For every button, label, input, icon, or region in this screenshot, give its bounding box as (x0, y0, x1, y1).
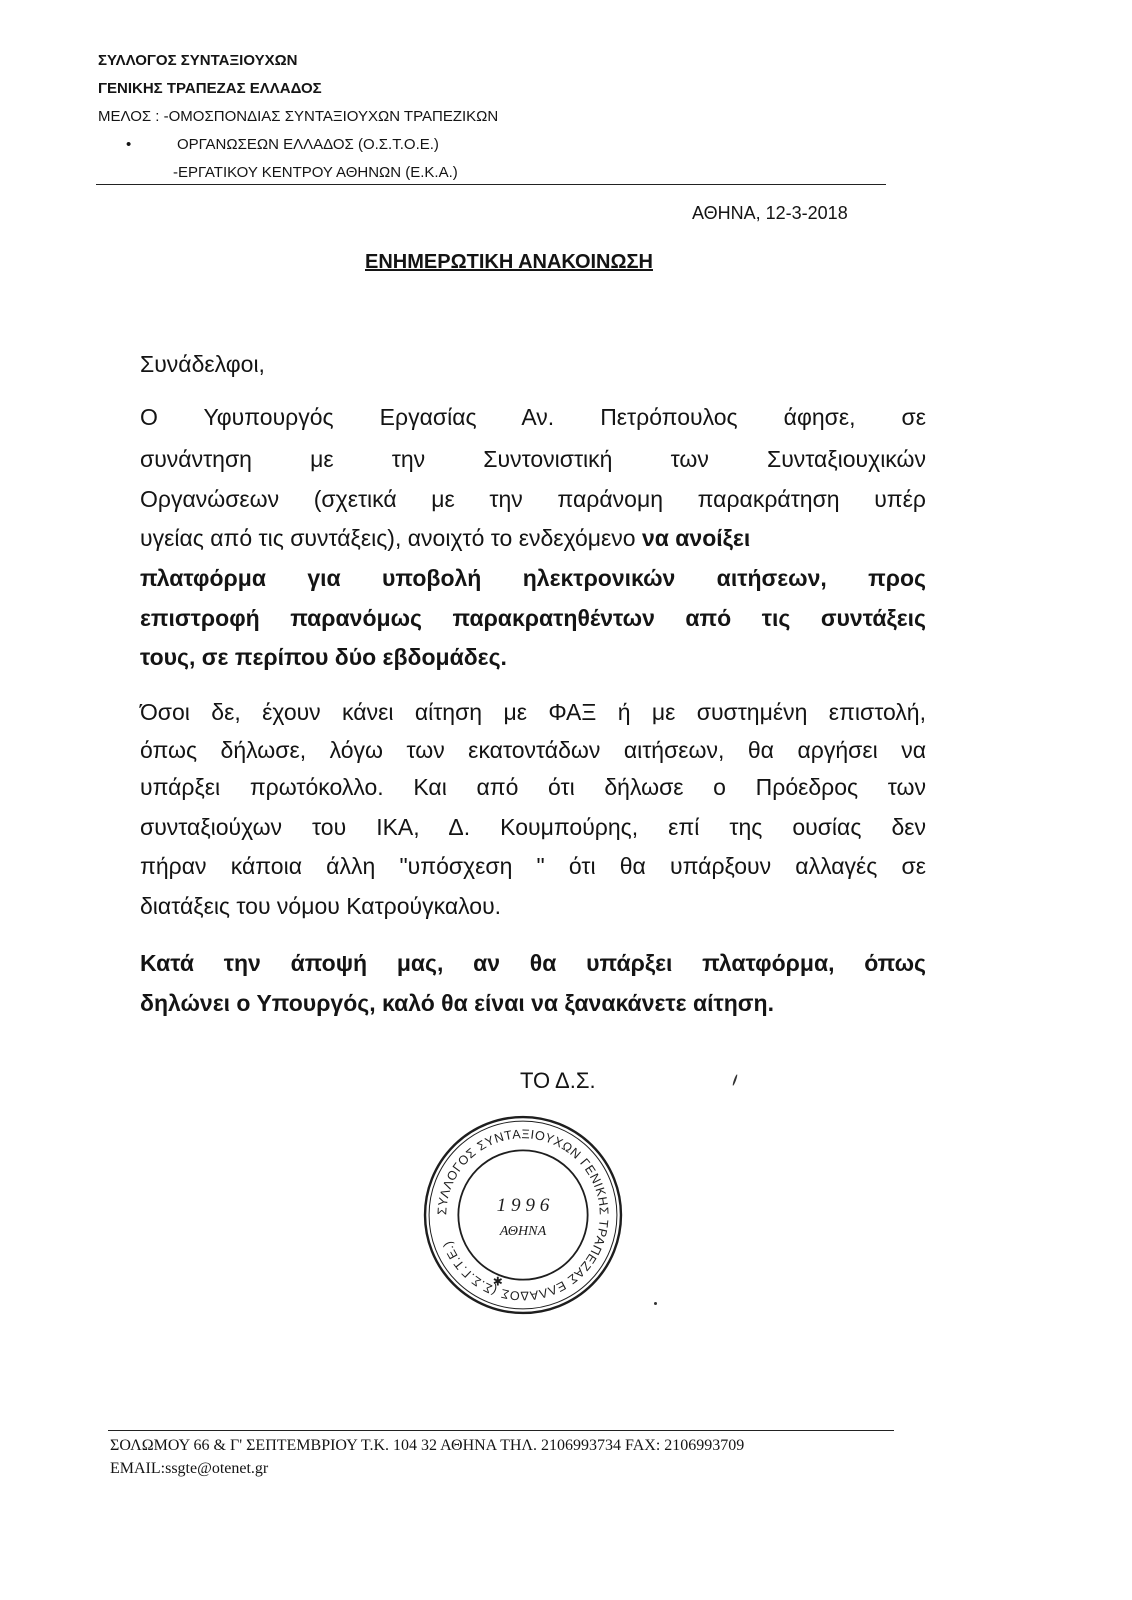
bullet: • (126, 136, 132, 153)
paragraph-1-line-4-regular: υγείας από τις συντάξεις), ανοιχτό το ενδεχόμενο (140, 525, 642, 551)
header-divider (96, 184, 886, 185)
paragraph-3-line-1: Κατά την άποψή μας, αν θα υπάρξει πλατφόρμα, όπως (140, 950, 926, 976)
seal-city: ΑΘΗΝΑ (499, 1223, 547, 1240)
paragraph-2-line-2: όπως δήλωσε, λόγω των εκατοντάδων αιτήσεων, θα αργήσει να (140, 737, 926, 763)
org-name-line-2: ΓΕΝΙΚΗΣ ΤΡΑΠΕΖΑΣ ΕΛΛΑΔΟΣ (98, 80, 322, 97)
footer-email: EMAIL:ssgte@otenet.gr (110, 1460, 269, 1477)
seal-ring-text: ΣΥΛΛΟΓΟΣ ΣΥΝΤΑΞΙΟΥΧΩΝ ΓΕΝΙΚΗΣ ΤΡΑΠΕΖΑΣ ΕΛΛΑΔΟΣ (Σ.Σ.Γ.Τ.Ε.) (435, 1127, 611, 1303)
paragraph-1-line-5: πλατφόρμα για υποβολή ηλεκτρονικών αιτήσεων, προς (140, 565, 926, 591)
paragraph-1-line-1: Ο Υφυπουργός Εργασίας Αν. Πετρόπουλος άφησε, σε (140, 404, 926, 430)
seal-star-icon: ✱ (492, 1274, 503, 1289)
membership-line-1: ΜΕΛΟΣ : -ΟΜΟΣΠΟΝΔΙΑΣ ΣΥΝΤΑΞΙΟΥΧΩΝ ΤΡΑΠΕΖΙΚΩΝ (98, 108, 499, 125)
signature: ΤΟ Δ.Σ. (520, 1068, 596, 1093)
scan-speck (654, 1302, 657, 1305)
scan-mark (732, 1074, 738, 1086)
paragraph-2-line-3: υπάρξει πρωτόκολλο. Και από ότι δήλωσε ο Πρόεδρος των (140, 774, 926, 800)
membership-line-2: ΟΡΓΑΝΩΣΕΩΝ ΕΛΛΑΔΟΣ (Ο.Σ.Τ.Ο.Ε.) (177, 136, 439, 153)
paragraph-2-line-6: διατάξεις του νόμου Κατρούγκαλου. (140, 893, 502, 919)
paragraph-1-line-7: τους, σε περίπου δύο εβδομάδες. (140, 644, 507, 670)
footer-address: ΣΟΛΩΜΟΥ 66 & Γ' ΣΕΠΤΕΜΒΡΙΟΥ Τ.Κ. 104 32 ΑΘΗΝΑ ΤΗΛ. 2106993734 FAX: 2106993709 (110, 1437, 745, 1454)
paragraph-1-line-2: συνάντηση με την Συντονιστική των Συνταξιουχικών (140, 446, 926, 472)
paragraph-1-line-4 (140, 523, 926, 553)
seal-year: 1 9 9 6 (496, 1194, 550, 1216)
membership-line-3: -ΕΡΓΑΤΙΚΟΥ ΚΕΝΤΡΟΥ ΑΘΗΝΩΝ (Ε.Κ.Α.) (173, 164, 458, 181)
paragraph-2-line-1: Όσοι δε, έχουν κάνει αίτηση με ΦΑΞ ή με συστημένη επιστολή, (140, 699, 926, 725)
date: ΑΘΗΝΑ, 12-3-2018 (692, 203, 848, 223)
paragraph-2-line-5: πήραν κάποια άλλη ʺυπόσχεση ʺ ότι θα υπάρξουν αλλαγές σε (140, 853, 926, 879)
footer-divider (108, 1430, 894, 1431)
document-title: ΕΝΗΜΕΡΩΤΙΚΗ ΑΝΑΚΟΙΝΩΣΗ (365, 251, 653, 273)
paragraph-2-line-4: συνταξιούχων του ΙΚΑ, Δ. Κουμπούρης, επί της ουσίας δεν (140, 814, 926, 840)
paragraph-1-line-4-bold: να ανοίξει (641, 525, 751, 551)
paragraph-1-line-6: επιστροφή παρανόμως παρακρατηθέντων από τις συντάξεις (140, 605, 926, 631)
paragraph-1-line-3: Οργανώσεων (σχετικά με την παράνομη παρακράτηση υπέρ (140, 486, 926, 512)
org-name-line-1: ΣΥΛΛΟΓΟΣ ΣΥΝΤΑΞΙΟΥΧΩΝ (98, 52, 298, 69)
greeting: Συνάδελφοι, (140, 351, 265, 377)
association-seal (422, 1114, 624, 1316)
paragraph-3-line-2: δηλώνει ο Υπουργός, καλό θα είναι να ξανακάνετε αίτηση. (140, 990, 774, 1016)
